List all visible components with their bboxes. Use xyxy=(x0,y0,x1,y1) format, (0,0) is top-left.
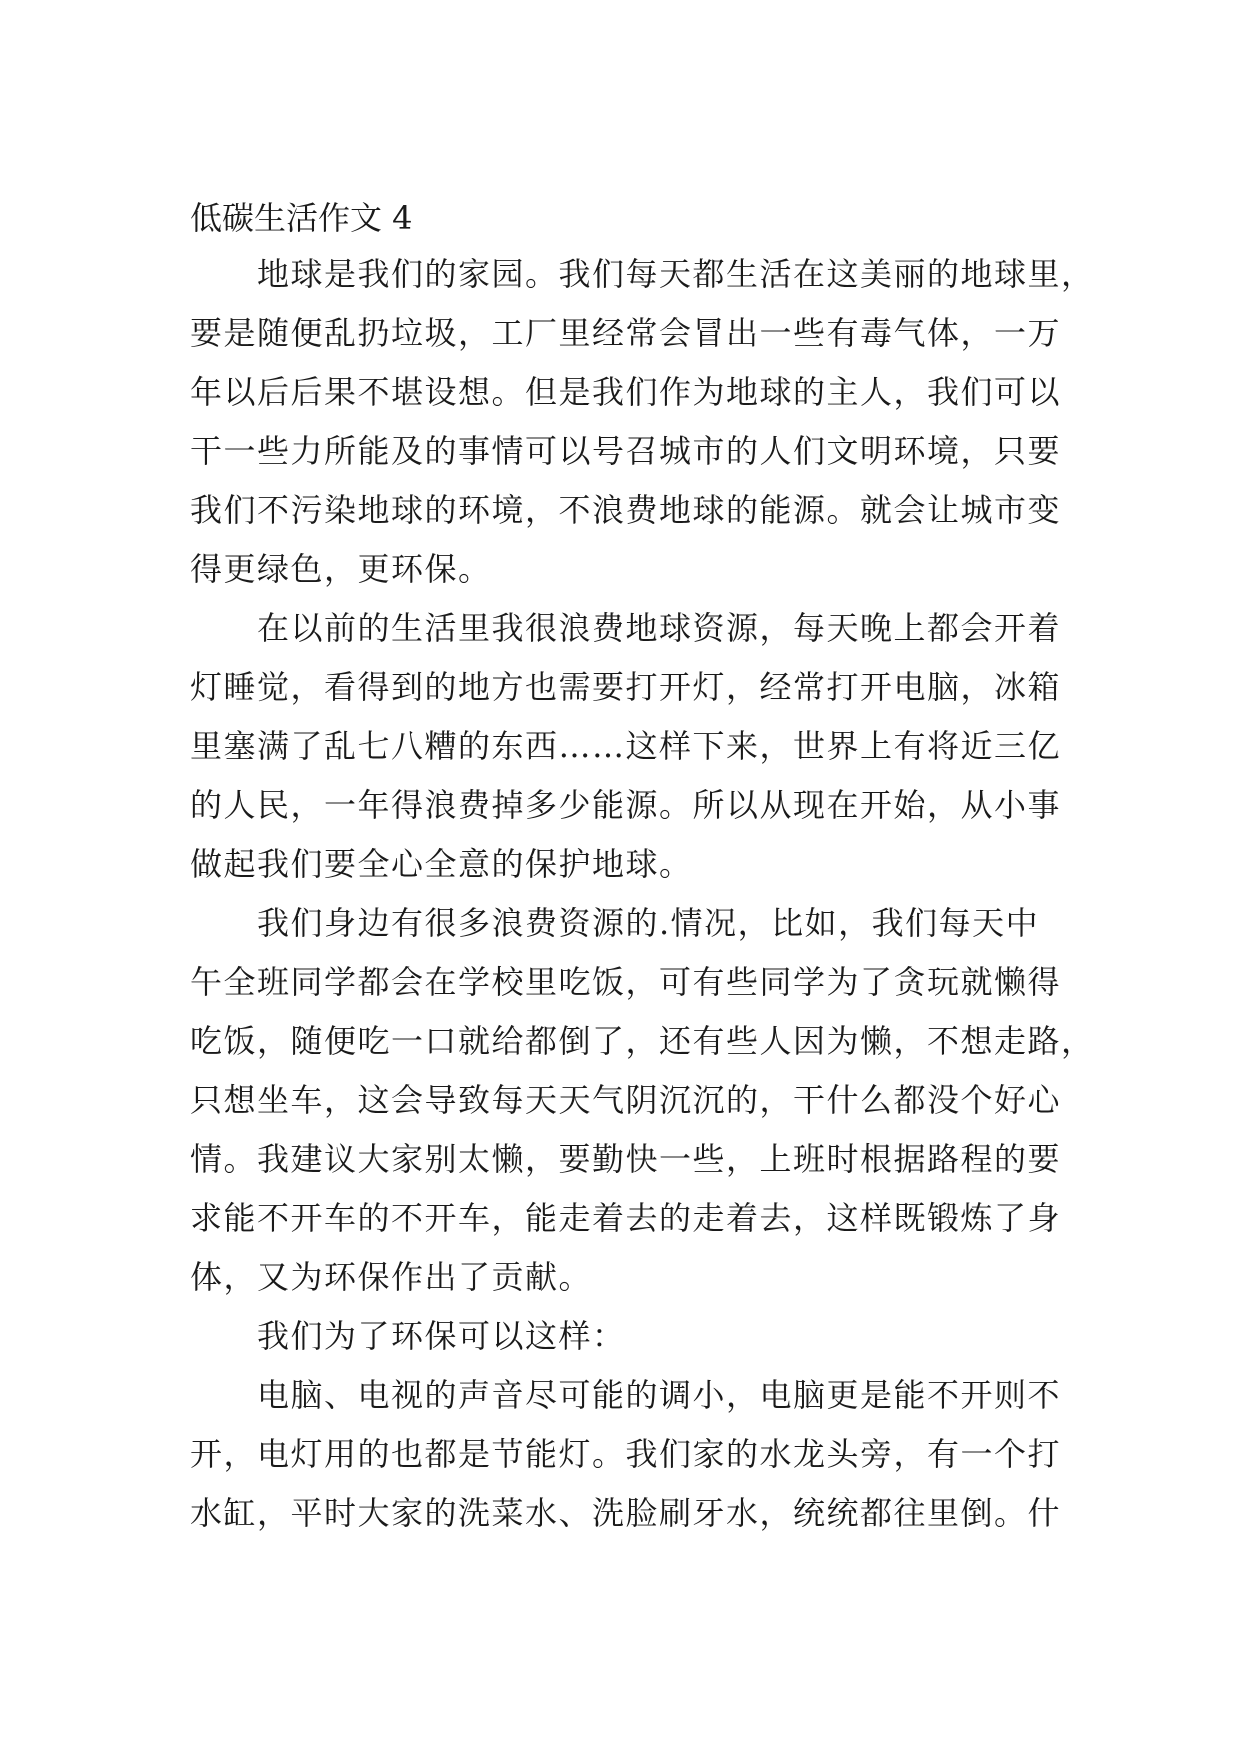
text-line: 吃饭，随便吃一口就给都倒了，还有些人因为懒，不想走路， xyxy=(190,1022,1095,1060)
text-line: 我们为了环保可以这样： xyxy=(190,1317,626,1355)
text-line: 水缸，平时大家的洗菜水、洗脸刷牙水，统统都往里倒。什 xyxy=(190,1494,1062,1532)
text-line: 地球是我们的家园。我们每天都生活在这美丽的地球里， xyxy=(190,255,1095,293)
text-line: 只想坐车，这会导致每天天气阴沉沉的，干什么都没个好心 xyxy=(190,1081,1062,1119)
text-line: 体，又为环保作出了贡献。 xyxy=(190,1258,593,1296)
document-title: 低碳生活作文 4 xyxy=(190,199,413,237)
text-line: 年以后后果不堪设想。但是我们作为地球的主人，我们可以 xyxy=(190,373,1062,411)
text-line: 情。我建议大家别太懒，要勤快一些，上班时根据路程的要 xyxy=(190,1140,1062,1178)
text-line: 午全班同学都会在学校里吃饭，可有些同学为了贪玩就懒得 xyxy=(190,963,1062,1001)
text-line: 干一些力所能及的事情可以号召城市的人们文明环境，只要 xyxy=(190,432,1062,470)
text-line: 做起我们要全心全意的保护地球。 xyxy=(190,845,693,883)
text-line: 开，电灯用的也都是节能灯。我们家的水龙头旁，有一个打 xyxy=(190,1435,1062,1473)
text-line: 在以前的生活里我很浪费地球资源，每天晚上都会开着 xyxy=(190,609,1062,647)
text-line: 灯睡觉，看得到的地方也需要打开灯，经常打开电脑，冰箱 xyxy=(190,668,1062,706)
text-line: 我们不污染地球的环境，不浪费地球的能源。就会让城市变 xyxy=(190,491,1062,529)
text-line: 我们身边有很多浪费资源的.情况，比如，我们每天中 xyxy=(190,904,1040,942)
text-line: 的人民，一年得浪费掉多少能源。所以从现在开始，从小事 xyxy=(190,786,1062,824)
text-line: 求能不开车的不开车，能走着去的走着去，这样既锻炼了身 xyxy=(190,1199,1062,1237)
text-line: 要是随便乱扔垃圾，工厂里经常会冒出一些有毒气体，一万 xyxy=(190,314,1062,352)
text-line: 得更绿色，更环保。 xyxy=(190,550,492,588)
text-line: 里塞满了乱七八糟的东西……这样下来，世界上有将近三亿 xyxy=(190,727,1062,765)
text-line: 电脑、电视的声音尽可能的调小，电脑更是能不开则不 xyxy=(190,1376,1062,1414)
